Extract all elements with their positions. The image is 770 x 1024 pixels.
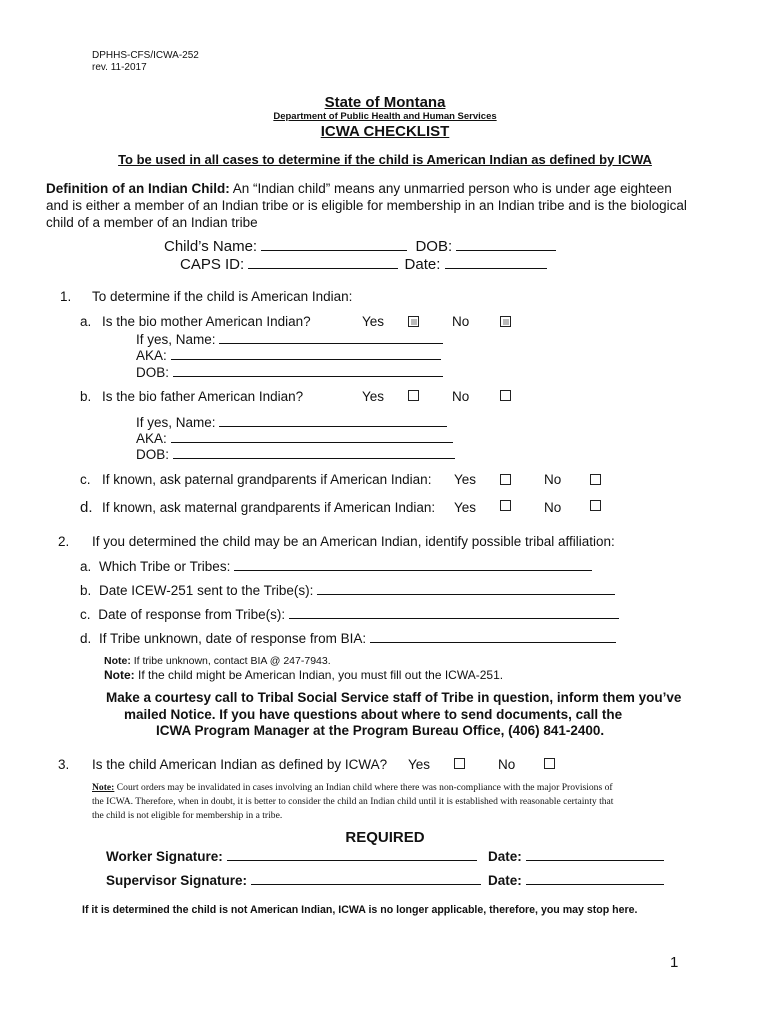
item-1a-letter: a. — [80, 314, 92, 329]
item-1b-letter: b. — [80, 389, 92, 404]
item-1b-aka-label: AKA: — [136, 431, 167, 446]
item-1d-no-checkbox[interactable] — [590, 500, 601, 511]
required-title: REQUIRED — [345, 829, 425, 846]
item-1b-aka-row — [136, 430, 453, 446]
section-3-yes-checkbox[interactable] — [454, 758, 465, 769]
supervisor-signature-label: Supervisor Signature: — [106, 873, 248, 888]
definition-line-1 — [46, 181, 672, 196]
supervisor-date-row — [488, 872, 664, 888]
item-1b-yes-checkbox[interactable] — [408, 390, 419, 401]
worker-date-field[interactable] — [526, 848, 664, 861]
item-1a-dob-row — [136, 364, 443, 380]
section-2-number: 2. — [58, 534, 70, 549]
item-1a-name-row — [136, 331, 443, 347]
caps-row — [180, 256, 547, 273]
form-revision: rev. 11-2017 — [92, 62, 147, 73]
stop-instruction: If it is determined the child is not American Indian, ICWA is no longer applicable, therefore, you may stop here. — [82, 904, 638, 916]
courtesy-line-1: Make a courtesy call to Tribal Social Service staff of Tribe in question, inform them you’ve — [106, 690, 682, 705]
item-1d-no-label: No — [544, 500, 562, 515]
item-1b-dob-label: DOB: — [136, 447, 170, 462]
mother-dob-field[interactable] — [173, 364, 443, 377]
item-1b-name-row — [136, 414, 447, 430]
item-1c-no-checkbox[interactable] — [590, 474, 601, 485]
item-1a-yes-checkbox[interactable] — [408, 316, 419, 327]
item-2c-letter: c. — [80, 607, 91, 622]
item-1c-question: If known, ask paternal grandparents if American Indian: — [102, 472, 432, 487]
definition-line-3: child of a member of an Indian tribe — [46, 215, 258, 230]
item-1a-no-label: No — [452, 314, 470, 329]
supervisor-signature-row — [106, 872, 481, 888]
definition-text-1: An “Indian child” means any unmarried person who is under age eighteen — [232, 181, 672, 196]
note-icwa-251 — [104, 668, 503, 682]
item-2a-row — [80, 558, 592, 574]
item-1c-no-label: No — [544, 472, 562, 487]
item-2d-question: If Tribe unknown, date of response from BIA: — [99, 631, 367, 646]
caps-date-label: Date: — [404, 256, 441, 273]
child-name-field[interactable] — [261, 238, 407, 251]
item-2b-row — [80, 582, 615, 598]
worker-signature-label: Worker Signature: — [106, 849, 223, 864]
item-2d-letter: d. — [80, 631, 92, 646]
item-1d-question: If known, ask maternal grandparents if American Indian: — [102, 500, 436, 515]
checklist-title: ICWA CHECKLIST — [320, 123, 450, 140]
item-1d-yes-label: Yes — [454, 500, 477, 515]
worker-signature-row — [106, 848, 477, 864]
section-3-question: Is the child American Indian as defined by ICWA? — [92, 757, 388, 772]
courtesy-line-2: mailed Notice. If you have questions about where to send documents, call the — [124, 707, 623, 722]
section-1-text: To determine if the child is American Indian: — [92, 289, 353, 304]
section-3-no-label: No — [498, 757, 516, 772]
form-id: DPHHS-CFS/ICWA-252 — [92, 50, 199, 61]
caps-date-field[interactable] — [445, 256, 547, 269]
caps-id-field[interactable] — [248, 256, 398, 269]
tribe-response-date-field[interactable] — [289, 606, 619, 619]
department-title: Department of Public Health and Human Services — [273, 111, 497, 122]
item-1d-yes-checkbox[interactable] — [500, 500, 511, 511]
worker-signature-field[interactable] — [227, 848, 477, 861]
item-2d-row — [80, 630, 616, 646]
court-note-line-2: the ICWA. Therefore, when in doubt, it is better to consider the child an Indian child until it is established with reasonable certainty that — [92, 796, 614, 807]
item-2b-letter: b. — [80, 583, 92, 598]
section-2-text: If you determined the child may be an American Indian, identify possible tribal affiliation: — [92, 534, 615, 549]
item-1d-letter: d. — [80, 499, 93, 516]
item-2a-question: Which Tribe or Tribes: — [99, 559, 231, 574]
supervisor-date-label: Date: — [488, 873, 522, 888]
item-1b-no-label: No — [452, 389, 470, 404]
item-1c-yes-checkbox[interactable] — [500, 474, 511, 485]
worker-date-row — [488, 848, 664, 864]
item-1b-question: Is the bio father American Indian? — [102, 389, 304, 404]
item-1a-aka-label: AKA: — [136, 348, 167, 363]
instruction-text: To be used in all cases to determine if the child is American Indian as defined by ICWA — [118, 152, 652, 167]
definition-line-2: and is either a member of an Indian tribe or is eligible for membership in an Indian tribe and is the biological — [46, 198, 687, 213]
mother-aka-field[interactable] — [171, 347, 441, 360]
item-1a-yes-label: Yes — [362, 314, 385, 329]
court-note-label: Note: — [92, 782, 115, 793]
supervisor-date-field[interactable] — [526, 872, 664, 885]
father-name-field[interactable] — [219, 414, 447, 427]
child-name-row — [164, 238, 556, 255]
section-3-yes-label: Yes — [408, 757, 431, 772]
child-dob-label: DOB: — [415, 238, 453, 255]
item-1c-yes-label: Yes — [454, 472, 477, 487]
child-name-label: Child’s Name: — [164, 238, 258, 255]
item-1a-aka-row — [136, 347, 441, 363]
father-aka-field[interactable] — [171, 430, 453, 443]
supervisor-signature-field[interactable] — [251, 872, 481, 885]
section-3-no-checkbox[interactable] — [544, 758, 555, 769]
item-1a-question: Is the bio mother American Indian? — [102, 314, 311, 329]
item-1c-letter: c. — [80, 472, 91, 487]
page-number: 1 — [670, 954, 679, 971]
tribes-field[interactable] — [234, 558, 592, 571]
section-1-number: 1. — [60, 289, 72, 304]
item-1a-no-checkbox[interactable] — [500, 316, 511, 327]
note-icwa-251-label: Note: — [104, 668, 135, 682]
mother-name-field[interactable] — [219, 331, 443, 344]
court-note-line-1 — [92, 782, 613, 793]
note-bia-label: Note: — [104, 655, 131, 667]
item-1a-dob-label: DOB: — [136, 365, 170, 380]
item-1b-yes-label: Yes — [362, 389, 385, 404]
father-dob-field[interactable] — [173, 446, 455, 459]
section-3-number: 3. — [58, 757, 70, 772]
definition-label: Definition of an Indian Child: — [46, 181, 230, 196]
item-1b-no-checkbox[interactable] — [500, 390, 511, 401]
item-2b-question: Date ICEW-251 sent to the Tribe(s): — [99, 583, 314, 598]
child-dob-field[interactable] — [456, 238, 556, 251]
court-note-line-3: the child is not eligible for membership in a tribe. — [92, 810, 283, 821]
courtesy-line-3: ICWA Program Manager at the Program Bureau Office, (406) 841-2400. — [156, 723, 605, 738]
item-1b-name-label: If yes, Name: — [136, 415, 216, 430]
note-bia-text: If tribe unknown, contact BIA @ 247-7943. — [133, 655, 331, 667]
note-icwa-251-text: If the child might be American Indian, you must fill out the ICWA-251. — [138, 668, 504, 682]
note-bia — [104, 655, 331, 667]
item-1b-dob-row — [136, 446, 455, 462]
court-note-text-1: Court orders may be invalidated in cases involving an Indian child where there was non-compliance with the major Provisions of — [116, 782, 613, 793]
icew-sent-date-field[interactable] — [317, 582, 615, 595]
bia-response-date-field[interactable] — [370, 630, 616, 643]
item-1a-name-label: If yes, Name: — [136, 332, 216, 347]
item-2c-question: Date of response from Tribe(s): — [98, 607, 286, 622]
state-title: State of Montana — [324, 94, 446, 111]
caps-id-label: CAPS ID: — [180, 256, 245, 273]
worker-date-label: Date: — [488, 849, 522, 864]
item-2a-letter: a. — [80, 559, 92, 574]
item-2c-row — [80, 606, 619, 622]
